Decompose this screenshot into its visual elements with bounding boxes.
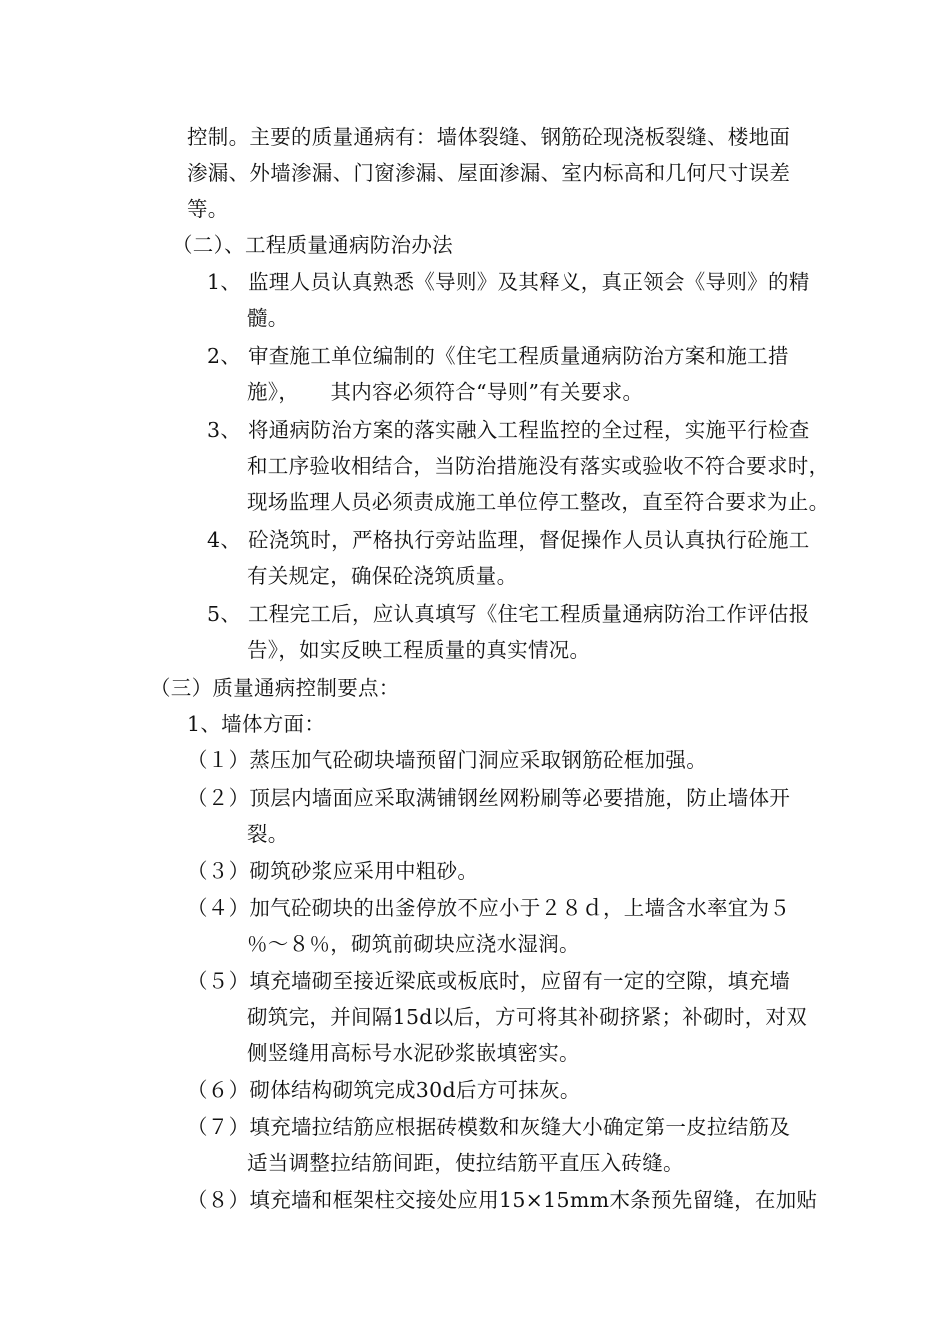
list-item: （６）砌体结构砌筑完成30d后方可抹灰。 [187,1078,581,1102]
subsection-heading: 1、墙体方面： [187,712,326,736]
section-heading: （二）、工程质量通病防治办法 [172,233,453,257]
text-line: 告》，如实反映工程质量的真实情况。 [247,638,591,662]
list-item: 5、 工程完工后，应认真填写《住宅工程质量通病防治工作评估报 [207,602,810,626]
list-item: 1、 监理人员认真熟悉《导则》及其释义，真正领会《导则》的精 [207,270,810,294]
text-line: 适当调整拉结筋间距，使拉结筋平直压入砖缝。 [247,1151,684,1175]
text-line: 控制。主要的质量通病有：墙体裂缝、钢筋砼现浇板裂缝、楼地面 [187,125,791,149]
text-line: 和工序验收相结合，当防治措施没有落实或验收不符合要求时， [247,454,830,478]
list-item: （８）填充墙和框架柱交接处应用15×15mm木条预先留缝，在加贴 [187,1188,818,1212]
text-line: 施》， 其内容必须符合“导则”有关要求。 [247,380,644,404]
text-line: 裂。 [247,822,289,846]
text-line: ％～８％，砌筑前砌块应浇水湿润。 [247,932,580,956]
list-item: （７）填充墙拉结筋应根据砖模数和灰缝大小确定第一皮拉结筋及 [187,1115,791,1139]
text-line: 现场监理人员必须责成施工单位停工整改，直至符合要求为止。 [247,490,830,514]
text-line: 侧竖缝用高标号水泥砂浆嵌填密实。 [247,1041,580,1065]
list-item: （１）蒸压加气砼砌块墙预留门洞应采取钢筋砼框加强。 [187,748,707,772]
text-line: 等。 [187,197,229,221]
text-line: 髓。 [247,306,289,330]
list-item: 2、 审查施工单位编制的《住宅工程质量通病防治方案和施工措 [207,344,789,368]
text-line: 有关规定，确保砼浇筑质量。 [247,564,518,588]
text-line: 砌筑完，并间隔15d以后，方可将其补砌挤紧；补砌时，对双 [247,1005,808,1029]
list-item: （５）填充墙砌至接近梁底或板底时，应留有一定的空隙，填充墙 [187,969,791,993]
list-item: （３）砌筑砂浆应采用中粗砂。 [187,859,479,883]
list-item: 3、 将通病防治方案的落实融入工程监控的全过程，实施平行检查 [207,418,810,442]
list-item: （４）加气砼砌块的出釜停放不应小于２８ｄ，上墙含水率宜为５ [187,896,791,920]
text-line: 渗漏、外墙渗漏、门窗渗漏、屋面渗漏、室内标高和几何尺寸误差 [187,161,791,185]
list-item: 4、 砼浇筑时，严格执行旁站监理，督促操作人员认真执行砼施工 [207,528,810,552]
list-item: （２）顶层内墙面应采取满铺钢丝网粉刷等必要措施，防止墙体开 [187,786,791,810]
section-heading: （三）质量通病控制要点： [150,676,400,700]
